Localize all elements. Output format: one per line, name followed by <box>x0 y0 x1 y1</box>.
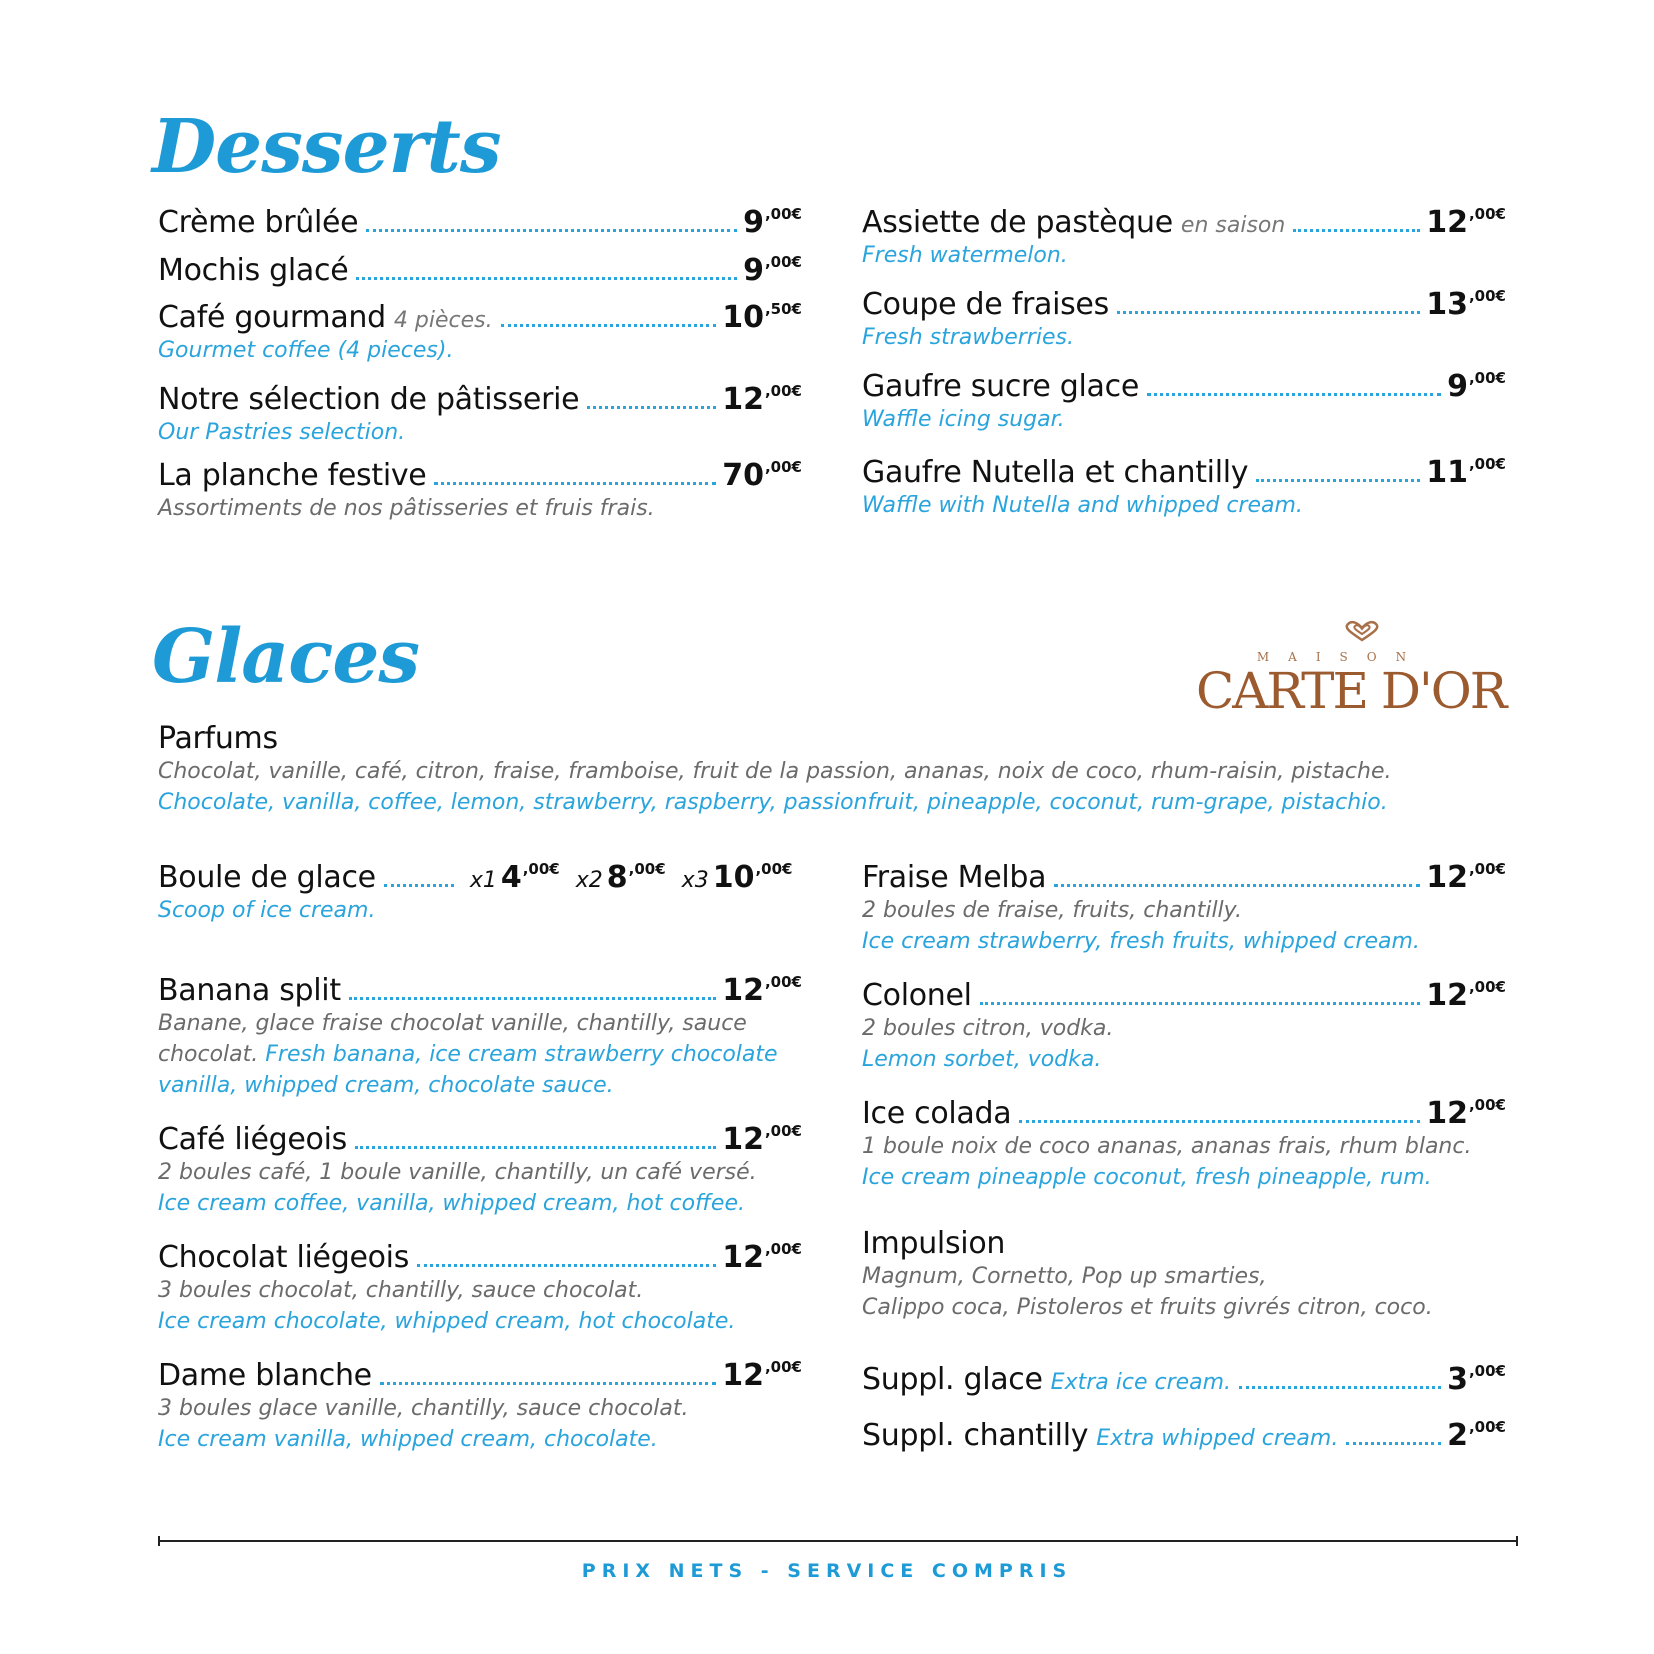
tier-price: $8^{,00€}$ <box>606 860 666 895</box>
parfums-block <box>158 721 1518 818</box>
leader-dots <box>434 482 716 485</box>
item-description-en: Ice cream strawberry, fresh fruits, whipped cream. <box>862 929 1420 954</box>
glaces-title: Glaces <box>152 614 420 700</box>
item-price: $12^{,00€}$ <box>1426 978 1506 1013</box>
item-name: Chocolat liégeois <box>158 1240 410 1275</box>
item-name: Suppl. chantilly <box>862 1418 1089 1453</box>
menu-item <box>158 458 802 524</box>
item-description-fr: 3 boules chocolat, chantilly, sauce chocolat. <box>158 1278 644 1303</box>
menu-item <box>158 300 802 366</box>
item-price: $2^{,00€}$ <box>1447 1418 1506 1453</box>
menu-item <box>158 1240 802 1337</box>
leader-dots <box>1147 393 1441 396</box>
leader-dots <box>501 324 717 327</box>
item-price: $9^{,00€}$ <box>743 205 802 240</box>
menu-item <box>158 205 802 240</box>
item-description-fr: 2 boules café, 1 boule vanille, chantilly, un café versé. <box>158 1160 757 1185</box>
leader-dots <box>1293 229 1420 232</box>
item-price: $12^{,00€}$ <box>722 1358 802 1393</box>
item-description-fr: 2 boules citron, vodka. <box>862 1016 1114 1041</box>
item-description-en: Waffle icing sugar. <box>862 407 1065 432</box>
menu-item-suppl <box>862 1418 1506 1453</box>
item-price: $12^{,00€}$ <box>1426 205 1506 240</box>
leader-dots <box>1054 884 1420 887</box>
leader-dots <box>1239 1386 1441 1389</box>
leader-dots <box>349 997 716 1000</box>
item-description-en: Fresh banana, ice cream strawberry chocolate vanilla, whipped cream, chocolate sauce. <box>158 1042 778 1098</box>
item-description <box>158 1008 778 1101</box>
leader-dots <box>380 1382 716 1385</box>
item-description-en: Ice cream chocolate, whipped cream, hot chocolate. <box>158 1309 736 1334</box>
item-name: Notre sélection de pâtisserie <box>158 382 580 417</box>
item-description-fr: Assortiments de nos pâtisseries et fruis frais. <box>158 496 655 521</box>
leader-dots <box>417 1264 716 1267</box>
leader-dots <box>384 884 454 887</box>
item-name: Dame blanche <box>158 1358 372 1393</box>
item-description-en: Ice cream vanilla, whipped cream, chocolate. <box>158 1427 658 1452</box>
leader-dots <box>1256 479 1420 482</box>
item-note: Extra whipped cream. <box>1096 1426 1339 1451</box>
menu-item <box>862 369 1506 435</box>
logo-maison-text: MAISON <box>1256 650 1426 664</box>
tier-price: $10^{,00€}$ <box>712 860 793 895</box>
parfums-description-fr: Chocolat, vanille, café, citron, fraise, framboise, fruit de la passion, ananas, noix de coco, rhum-raisin, pistache. <box>158 759 1392 784</box>
desserts-title: Desserts <box>152 104 501 190</box>
item-description-en: Fresh watermelon. <box>862 243 1068 268</box>
menu-item-suppl <box>862 1362 1506 1397</box>
footer-text: PRIX NETS - SERVICE COMPRIS <box>581 1560 1073 1582</box>
item-description-en: Ice cream coffee, vanilla, whipped cream, hot coffee. <box>158 1191 745 1216</box>
item-name: Boule de glace <box>158 860 376 895</box>
impulsion-block <box>862 1226 1506 1323</box>
menu-item <box>862 287 1506 353</box>
menu-item <box>862 860 1506 957</box>
menu-item <box>158 1122 802 1219</box>
item-name: Gaufre Nutella et chantilly <box>862 455 1249 490</box>
menu-item <box>158 253 802 288</box>
item-description-en: Our Pastries selection. <box>158 420 406 445</box>
logo-brand-text: CARTE D'OR <box>1196 662 1506 720</box>
item-name: Colonel <box>862 978 972 1013</box>
item-price: $12^{,00€}$ <box>722 973 802 1008</box>
menu-item <box>158 382 802 448</box>
menu-item <box>158 973 802 1101</box>
item-price: $70^{,00€}$ <box>722 458 802 493</box>
item-description-en: Waffle with Nutella and whipped cream. <box>862 493 1303 518</box>
item-price: $9^{,00€}$ <box>1447 369 1506 404</box>
item-price: $13^{,00€}$ <box>1426 287 1506 322</box>
item-name: Crème brûlée <box>158 205 359 240</box>
item-name: Assiette de pastèque <box>862 205 1173 240</box>
item-name: Fraise Melba <box>862 860 1047 895</box>
parfums-description-en: Chocolate, vanilla, coffee, lemon, strawberry, raspberry, passionfruit, pineapple, coconut, rum-grape, pistachio. <box>158 790 1388 815</box>
footer-divider <box>158 1540 1518 1542</box>
item-price: $9^{,00€}$ <box>743 253 802 288</box>
item-price: $12^{,00€}$ <box>1426 1096 1506 1131</box>
item-price: $12^{,00€}$ <box>722 1240 802 1275</box>
item-description-en: Ice cream pineapple coconut, fresh pineapple, rum. <box>862 1165 1432 1190</box>
item-name: Coupe de fraises <box>862 287 1109 322</box>
leader-dots <box>587 406 716 409</box>
item-price: $10^{,50€}$ <box>722 300 802 335</box>
heart-logo-icon <box>1340 620 1384 642</box>
item-description-fr: 2 boules de fraise, fruits, chantilly. <box>862 898 1242 923</box>
tier-qty: x3 <box>681 868 709 893</box>
menu-item <box>862 205 1506 271</box>
leader-dots <box>1019 1120 1420 1123</box>
item-name: Mochis glacé <box>158 253 349 288</box>
tier-qty: x2 <box>575 868 603 893</box>
item-price: $3^{,00€}$ <box>1447 1362 1506 1397</box>
item-price: $12^{,00€}$ <box>722 382 802 417</box>
item-name: Café gourmand <box>158 300 386 335</box>
item-note: Extra ice cream. <box>1050 1370 1232 1395</box>
item-description-en: Scoop of ice cream. <box>158 898 376 923</box>
impulsion-line-2: Calippo coca, Pistoleros et fruits givrés citron, coco. <box>862 1295 1433 1320</box>
item-name: La planche festive <box>158 458 427 493</box>
impulsion-line-1: Magnum, Cornetto, Pop up smarties, <box>862 1264 1267 1289</box>
leader-dots <box>356 277 737 280</box>
item-description-fr: 3 boules glace vanille, chantilly, sauce chocolat. <box>158 1396 689 1421</box>
leader-dots <box>1346 1442 1441 1445</box>
item-price: $12^{,00€}$ <box>1426 860 1506 895</box>
leader-dots <box>980 1002 1421 1005</box>
item-description-en: Gourmet coffee (4 pieces). <box>158 338 454 363</box>
item-price: $11^{,00€}$ <box>1426 455 1506 490</box>
leader-dots <box>1117 311 1420 314</box>
item-name: Ice colada <box>862 1096 1012 1131</box>
item-name: Suppl. glace <box>862 1362 1043 1397</box>
item-description-en: Fresh strawberries. <box>862 325 1074 350</box>
parfums-heading: Parfums <box>158 721 278 756</box>
menu-item <box>862 978 1506 1075</box>
leader-dots <box>366 229 737 232</box>
item-description-fr: Banane, glace fraise chocolat vanille, chantilly, sauce chocolat. <box>158 1011 747 1067</box>
item-description-fr: 1 boule noix de coco ananas, ananas frais, rhum blanc. <box>862 1134 1472 1159</box>
item-description-en: Lemon sorbet, vodka. <box>862 1047 1102 1072</box>
carte-dor-logo <box>1196 620 1512 720</box>
menu-item <box>862 455 1506 521</box>
menu-item <box>158 1358 802 1455</box>
tier-qty: x1 <box>469 868 497 893</box>
item-note: en saison <box>1180 213 1286 238</box>
item-name: Gaufre sucre glace <box>862 369 1139 404</box>
item-name: Café liégeois <box>158 1122 347 1157</box>
menu-item <box>862 1096 1506 1193</box>
menu-item-boule <box>158 860 802 926</box>
tier-price: $4^{,00€}$ <box>500 860 560 895</box>
item-note: 4 pièces. <box>393 308 493 333</box>
item-price: $12^{,00€}$ <box>722 1122 802 1157</box>
item-name: Impulsion <box>862 1226 1006 1261</box>
leader-dots <box>355 1146 716 1149</box>
item-name: Banana split <box>158 973 341 1008</box>
